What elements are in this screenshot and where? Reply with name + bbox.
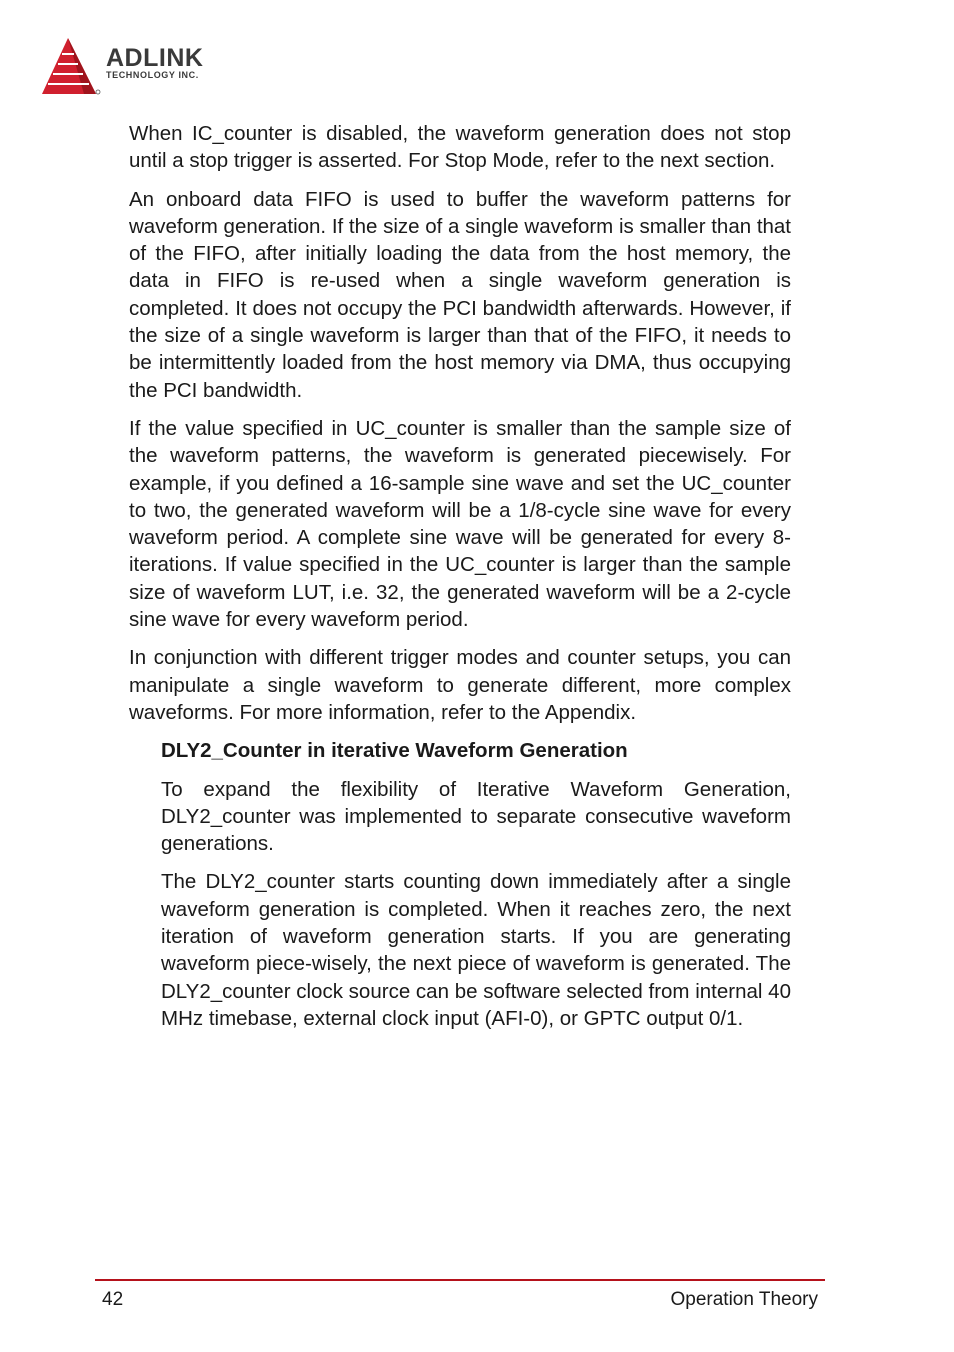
page-number: 42: [102, 1289, 124, 1310]
body-paragraph: When IC_counter is disabled, the waveform generation does not stop until a stop trigger is asserted. For Stop Mode, refer to the next section.: [129, 122, 791, 173]
body-paragraph: In conjunction with different trigger modes and counter setups, you can manipulate a single waveform to generate different, more complex waveforms. For more information, refer to the Appendix.: [129, 646, 791, 724]
subsection-heading: DLY2_Counter in iterative Waveform Generation: [161, 739, 628, 763]
adlink-triangle-logo-icon: [40, 36, 104, 98]
body-paragraph: If the value specified in UC_counter is smaller than the sample size of the waveform patterns, the waveform is generated piecewisely. For example, if you defined a 16-sample sine wave and set the UC_counter to two, the generated waveform will be a 1/8-cycle sine wave for every waveform period. A complete sine wave will be generated for every 8-iterations. If value specified in the UC_counter is larger than the sample size of waveform LUT, i.e. 32, the generated waveform will be a 2-cycle sine wave for every waveform period.: [129, 416, 791, 632]
subsection-paragraph: To expand the flexibility of Iterative Waveform Generation, DLY2_counter was implemented to separate consecutive waveform generations.: [161, 777, 791, 856]
subsection-paragraph: The DLY2_counter starts counting down immediately after a single waveform generation is completed. When it reaches zero, the next iteration of waveform generation starts. If you are generating waveform piece-wisely, the next piece of waveform is generated. The DLY2_counter clock source can be software selected from internal 40 MHz timebase, external clock input (AFI-0), or GPTC output 0/1.: [161, 870, 791, 1030]
company-logo: [40, 36, 240, 100]
footer-section-name: Operation Theory: [670, 1289, 818, 1310]
logo-tagline: TECHNOLOGY INC.: [106, 70, 199, 80]
body-paragraph: An onboard data FIFO is used to buffer the waveform patterns for waveform generation. If the size of a single waveform is smaller than that of the FIFO, after initially loading the data from the host memory, the data in FIFO is re-used when a single waveform generation is completed. It does not occupy the PCI bandwidth afterwards. However, if the size of a single waveform is larger than that of the FIFO, it needs to be intermittently loaded from the host memory via DMA, thus occupying the PCI bandwidth.: [129, 187, 792, 402]
page-body: [129, 120, 791, 1043]
footer-divider: [95, 1279, 825, 1281]
logo-wordmark: ADLINK: [106, 44, 204, 72]
